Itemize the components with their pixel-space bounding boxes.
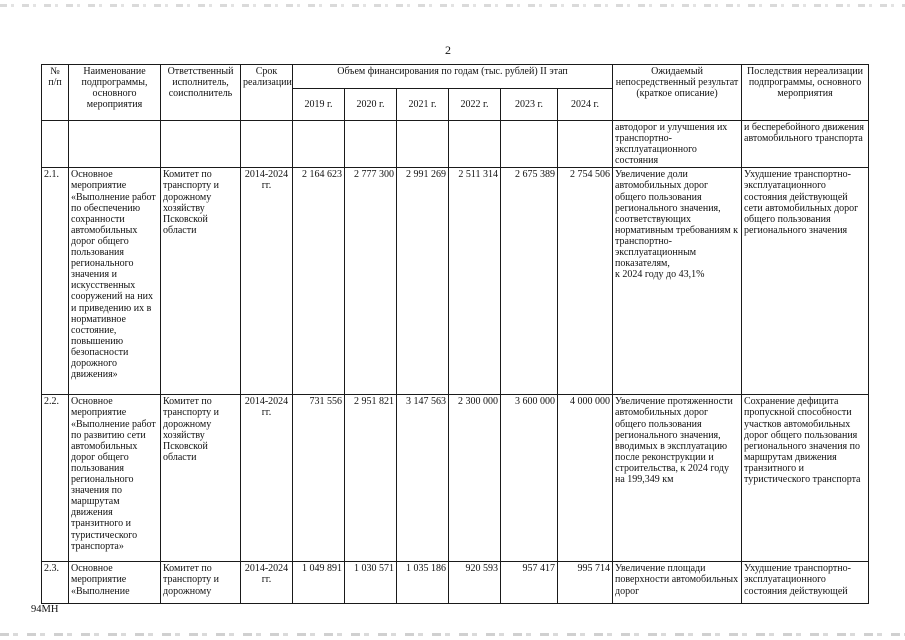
row-value-2023: 957 417 [501,562,558,604]
row-name: Основное мероприятие «Выполнение [69,562,161,604]
cell-empty [345,121,397,168]
row-consequences: Сохранение дефицита пропускной способности участков автомобильных дорог общего пользования регионального значения по маршрутам движения транзитного и туристического транспорта [742,395,869,562]
header-year: 2023 г. [501,89,558,121]
continuation-consequences: и бесперебойного движения автомобильного транспорта [742,121,869,168]
header-num: № п/п [42,65,69,121]
cell-empty [449,121,501,168]
scan-artifact-bottom [0,633,905,636]
header-year: 2021 г. [397,89,449,121]
row-responsible: Комитет по транспорту и дорожному хозяйству Псковской области [161,168,241,395]
row-num: 2.2. [42,395,69,562]
cell-empty [161,121,241,168]
cell-empty [42,121,69,168]
row-responsible: Комитет по транспорту и дорожному хозяйству Псковской области [161,395,241,562]
header-term: Срок реализации [241,65,293,121]
row-name: Основное мероприятие «Выполнение работ по развитию сети автомобильных дорог общего пользования регионального значения по маршрутам движения транзитного и туристического транспорта» [69,395,161,562]
row-value-2019: 1 049 891 [293,562,345,604]
document-code: 94МН [31,604,59,615]
continuation-result: автодорог и улучшения их транспортно-эксплуатационного состояния [613,121,742,168]
row-value-2021: 1 035 186 [397,562,449,604]
cell-empty [558,121,613,168]
cell-empty [293,121,345,168]
row-value-2019: 2 164 623 [293,168,345,395]
header-consequences: Последствия нереализации подпрограммы, основного мероприятия [742,65,869,121]
row-value-2024: 2 754 506 [558,168,613,395]
row-consequences: Ухудшение транспортно-эксплуатационного состояния действующей сети автомобильных дорог общего пользования регионального значения [742,168,869,395]
row-result: Увеличение доли автомобильных дорог общего пользования регионального значения, соответствующих нормативным требованиям к транспортно-эксплуатационным показателям, к 2024 году до 43,1% [613,168,742,395]
row-value-2020: 2 777 300 [345,168,397,395]
row-value-2023: 3 600 000 [501,395,558,562]
table-row [42,168,869,395]
row-term: 2014-2024 гг. [241,562,293,604]
row-result: Увеличение площади поверхности автомобильных дорог [613,562,742,604]
page-number: 2 [445,43,451,57]
continuation-row [42,121,869,168]
row-value-2021: 3 147 563 [397,395,449,562]
row-term: 2014-2024 гг. [241,168,293,395]
header-funding: Объем финансирования по годам (тыс. рублей) II этап [293,65,613,89]
header-result: Ожидаемый непосредственный результат (краткое описание) [613,65,742,121]
header-year: 2024 г. [558,89,613,121]
row-value-2020: 1 030 571 [345,562,397,604]
row-num: 2.3. [42,562,69,604]
row-num: 2.1. [42,168,69,395]
row-value-2022: 2 511 314 [449,168,501,395]
scan-artifact-top [0,4,905,7]
cell-empty [501,121,558,168]
row-value-2024: 995 714 [558,562,613,604]
funding-table [41,64,869,604]
table-row [42,562,869,604]
row-value-2022: 2 300 000 [449,395,501,562]
cell-empty [241,121,293,168]
header-name: Наименование подпрограммы, основного мероприятия [69,65,161,121]
header-responsible: Ответственный исполнитель, соисполнитель [161,65,241,121]
header-year: 2019 г. [293,89,345,121]
table-row [42,395,869,562]
row-result: Увеличение протяженности автомобильных дорог общего пользования регионального значения, вводимых в эксплуатацию после реконструкции и строительства, к 2024 году на 199,349 км [613,395,742,562]
row-value-2021: 2 991 269 [397,168,449,395]
row-value-2023: 2 675 389 [501,168,558,395]
header-row [42,65,869,89]
header-year: 2022 г. [449,89,501,121]
row-value-2019: 731 556 [293,395,345,562]
row-value-2024: 4 000 000 [558,395,613,562]
row-responsible: Комитет по транспорту и дорожному [161,562,241,604]
row-value-2022: 920 593 [449,562,501,604]
cell-empty [69,121,161,168]
row-term: 2014-2024 гг. [241,395,293,562]
row-consequences: Ухудшение транспортно-эксплуатационного состояния действующей [742,562,869,604]
row-name: Основное мероприятие «Выполнение работ по обеспечению сохранности автомобильных дорог общего пользования регионального значения и искусственных сооружений на них и приведению их в нормативное состояние, повышению безопасности дорожного движения» [69,168,161,395]
cell-empty [397,121,449,168]
header-year: 2020 г. [345,89,397,121]
row-value-2020: 2 951 821 [345,395,397,562]
